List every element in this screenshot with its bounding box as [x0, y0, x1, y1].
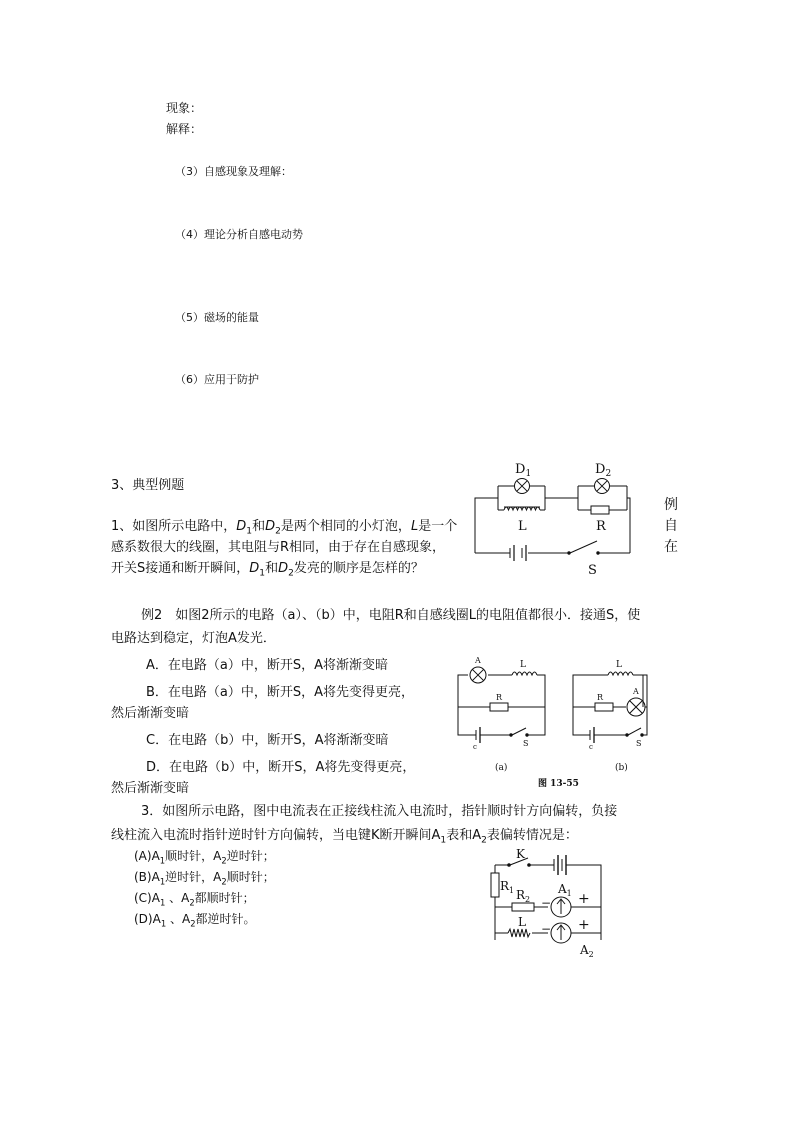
label-r-b: R [597, 693, 604, 702]
label-fig-a: (a) [495, 763, 508, 773]
ex3-option-a: $(A)A_1$顺时针，$A_2$逆时针； [134, 849, 275, 866]
label-lamp-b: A [633, 687, 639, 696]
label-k: K [516, 847, 525, 861]
ex1-line3: 开关S接通和断开瞬间，$D_1$和$D_2$发亮的顺序是怎样的？ [111, 561, 424, 579]
label-lamp-a: A [475, 656, 481, 665]
ex2-option-d-cont: 然后渐渐变暗 [111, 781, 190, 796]
label-l: L [518, 915, 526, 929]
label-d2: $D_2$ [595, 462, 612, 479]
side-char-3: 在 [664, 539, 678, 555]
ex2-figure-labels [450, 652, 665, 787]
side-char-2: 自 [664, 518, 678, 534]
label-fig-b: (b) [615, 763, 628, 773]
a1-minus: − [541, 896, 552, 910]
phenomenon-label: 现象： [166, 101, 203, 115]
label-r1: $R_1$ [500, 879, 515, 895]
label-r: R [596, 519, 606, 534]
ex1-line1: 1、如图所示电路中，$D_1$和$D_2$是两个相同的小灯泡，L是一个 [111, 519, 458, 537]
figure-caption: 图 13-55 [538, 779, 579, 789]
ex3-line1: 3．如图所示电路，图中电流表在正接线柱流入电流时，指针顺时针方向偏转，负接 [141, 804, 618, 819]
a2-plus: + [578, 917, 590, 933]
section-5: （5）磁场的能量 [175, 311, 259, 324]
label-l-a: L [520, 660, 526, 670]
ex1-circuit-labels [470, 458, 660, 578]
ex2-option-d: D．在电路（b）中，断开S，A将先变得更亮， [146, 760, 416, 775]
explanation-label: 解释： [166, 122, 203, 136]
label-s-a: S [523, 739, 529, 748]
ex3-option-d: $(D)A_1$ 、$A_2$都逆时针。 [134, 912, 256, 929]
ex1-line2: 感系数很大的线圈，其电阻与R相同，由于存在自感现象， [111, 540, 446, 555]
ex2-option-b: B．在电路（a）中，断开S，A将先变得更亮， [146, 685, 415, 700]
label-a1: $A_1$ [558, 882, 572, 898]
ex3-option-c: $(C)A_1$ 、$A_2$都顺时针； [134, 891, 255, 908]
label-a2: $A_2$ [580, 943, 594, 959]
ex2-option-b-cont: 然后渐渐变暗 [111, 706, 190, 721]
label-d1: $D_1$ [515, 462, 532, 479]
ex3-circuit-labels [486, 845, 611, 960]
section-6: （6）应用于防护 [175, 373, 259, 386]
section-3: （3）自感现象及理解： [175, 165, 292, 178]
examples-heading: 3、典型例题 [111, 478, 185, 493]
label-c-b: c [589, 743, 593, 751]
a1-plus: + [578, 891, 590, 907]
label-s-b: S [636, 739, 642, 748]
label-c-a: c [473, 743, 477, 751]
label-l: L [518, 519, 527, 534]
ex2-option-c: C．在电路（b）中，断开S，A将渐渐变暗 [146, 733, 389, 748]
label-s: S [588, 563, 597, 578]
ex3-option-b: $(B)A_1$逆时针，$A_2$顺时针； [134, 870, 275, 887]
side-char-1: 例 [664, 497, 678, 513]
label-r2: $R_2$ [516, 888, 531, 904]
ex2-line2: 电路达到稳定，灯泡A发光． [111, 631, 276, 646]
ex2-line1: 例2 如图2所示的电路（a）、（b）中，电阻R和自感线圈L的电阻值都很小．接通S，使 [141, 608, 641, 623]
ex2-option-a: A．在电路（a）中，断开S，A将渐渐变暗 [146, 658, 389, 673]
label-r-a: R [496, 693, 503, 702]
ex3-line2: 线柱流入电流时指针逆时针方向偏转，当电键K断开瞬间$A_1$表和$A_2$表偏转情况是： [111, 828, 578, 846]
a2-minus: − [541, 922, 552, 936]
label-l-b: L [616, 660, 622, 670]
section-4: （4）理论分析自感电动势 [175, 228, 303, 241]
